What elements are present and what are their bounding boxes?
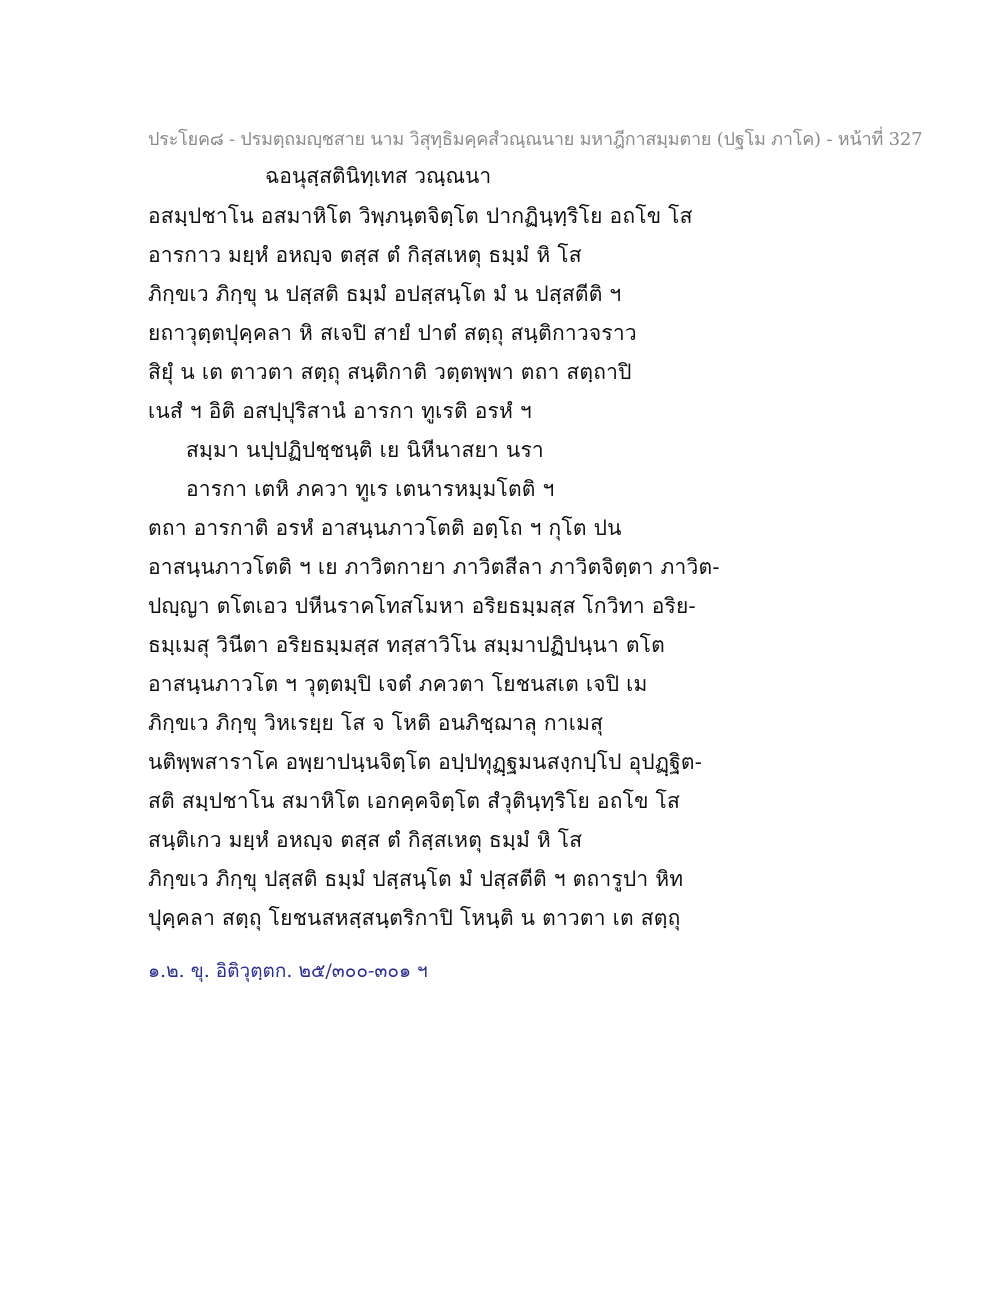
body-line: สิยุํ น เต ตาวตา สตฺถุ สนฺติกาติ วตฺตพฺพา ตถา สตฺถาปิ: [148, 360, 632, 384]
section-heading: ฉอนุสฺสตินิทฺเทส วณฺณนา: [265, 164, 492, 188]
body-line: อาสนฺนภาวโต ฯ วุตฺตมฺปิ เจตํ ภควตา โยชนสเต เจปิ เม: [148, 672, 648, 696]
body-line: อสมฺปชาโน อสมาหิโต วิพฺภนฺตจิตฺโต ปากฏินฺทฺริโย อถโข โส: [148, 204, 693, 228]
running-header: ประโยค๘ - ปรมตฺถมญฺชสาย นาม วิสุทฺธิมคฺคสํวณฺณนาย มหาฎีกาสมฺมตาย (ปฐโม ภาโค) - หน้าที่ 327: [148, 129, 923, 150]
body-line: ยถาวุตฺตปุคฺคลา หิ สเจปิ สายํ ปาตํ สตฺถุ สนฺติกาวจราว: [148, 321, 637, 345]
body-line: เนสํ ฯ อิติ อสปฺปุริสานํ อารกา ทูเรติ อรหํ ฯ: [148, 399, 532, 423]
body-line: ภิกฺขเว ภิกฺขุ วิหเรยฺย โส จ โหติ อนภิชฺฌาลุ กาเมสุ: [148, 711, 604, 735]
body-line: ตถา อารกาติ อรหํ อาสนฺนภาวโตติ อตฺโถ ฯ กุโต ปน: [148, 516, 622, 540]
body-line: นติพฺพสาราโค อพฺยาปนฺนจิตฺโต อปฺปทุฏฺฐมนสงฺกปฺโป อุปฏฺฐิต-: [148, 750, 703, 774]
body-line: ภิกฺขเว ภิกฺขุ ปสฺสติ ธมฺมํ ปสฺสนฺโต มํ ปสฺสตีติ ฯ ตถารูปา หิท: [148, 867, 684, 891]
footnote-reference: ๑.๒. ขุ. อิติวุตฺตก. ๒๕/๓๐๐-๓๐๑ ฯ: [148, 960, 428, 982]
body-line: อารกาว มยฺหํ อหญฺจ ตสฺส ตํ กิสฺสเหตุ ธมฺมํ หิ โส: [148, 243, 582, 267]
verse-line: สมฺมา นปฺปฏิปชฺชนฺติ เย นิหีนาสยา นรา: [186, 438, 544, 462]
body-line: ธมฺเมสุ วินีตา อริยธมฺมสฺส ทสฺสาวิโน สมฺมาปฏิปนฺนา ตโต: [148, 633, 665, 657]
body-line: ภิกฺขเว ภิกฺขุ น ปสฺสติ ธมฺมํ อปสฺสนฺโต มํ น ปสฺสตีติ ฯ: [148, 282, 622, 306]
verse-line: อารกา เตหิ ภควา ทูเร เตนารหมฺมโตติ ฯ: [186, 477, 555, 501]
body-line: สนฺติเกว มยฺหํ อหญฺจ ตสฺส ตํ กิสฺสเหตุ ธมฺมํ หิ โส: [148, 828, 583, 852]
body-line: อาสนฺนภาวโตติ ฯ เย ภาวิตกายา ภาวิตสีลา ภาวิตจิตฺตา ภาวิต-: [148, 555, 720, 579]
body-line: สติ สมฺปชาโน สมาหิโต เอกคฺคจิตฺโต สํวุตินฺทฺริโย อถโข โส: [148, 789, 681, 813]
body-line: ปุคฺคลา สตฺถุ โยชนสหสฺสนฺตริกาปิ โหนฺติ น ตาวตา เต สตฺถุ: [148, 906, 681, 930]
body-line: ปญฺญา ตโตเอว ปหีนราคโทสโมหา อริยธมฺมสฺส โกวิทา อริย-: [148, 594, 696, 618]
